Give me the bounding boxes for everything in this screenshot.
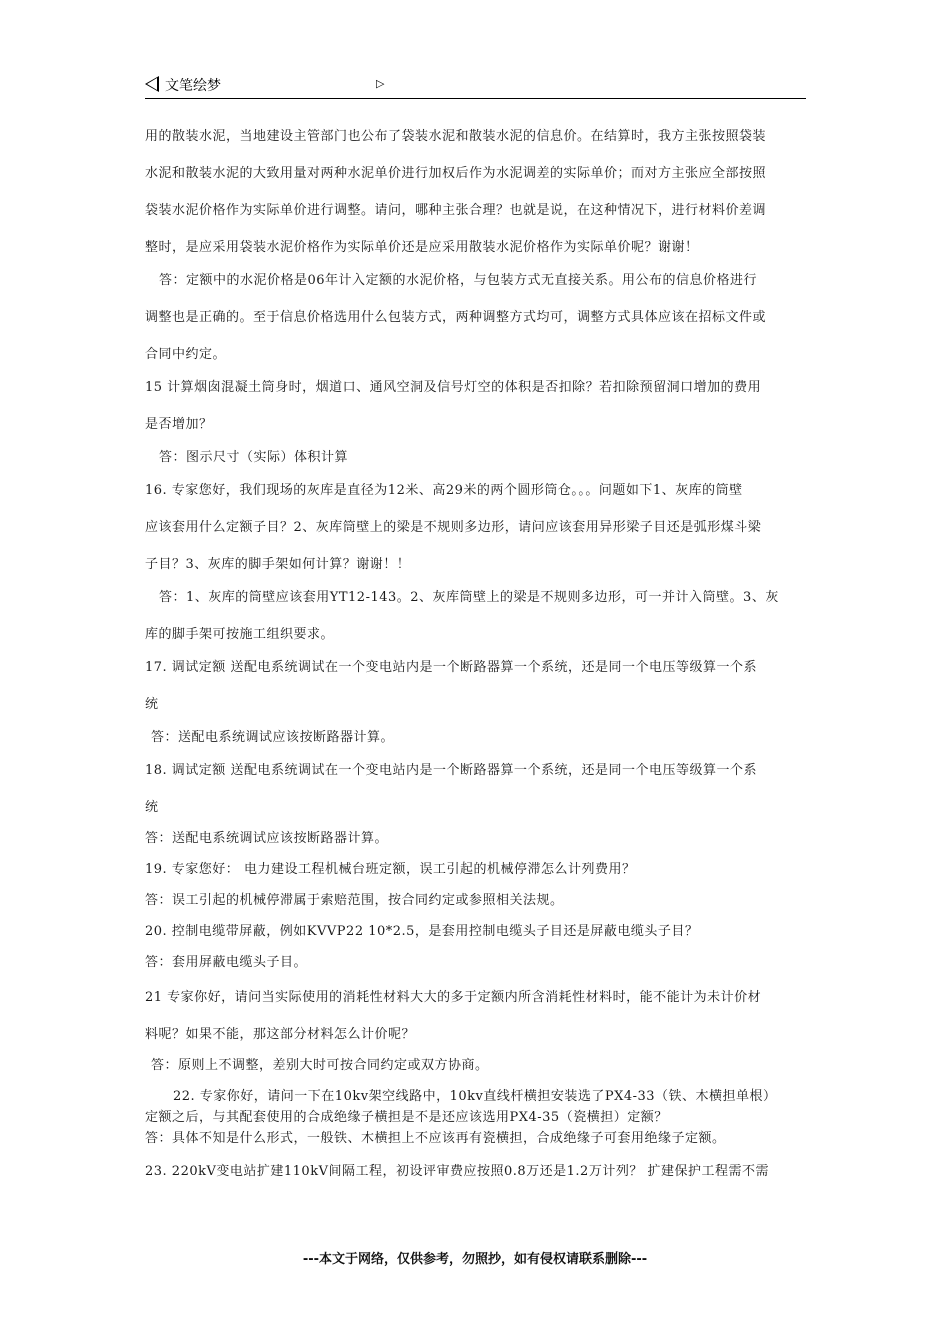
text-line: 库的脚手架可按施工组织要求。 [145,627,335,642]
text-line: 应该套用什么定额子目？2、灰库筒壁上的梁是不规则多边形，请问应该套用异形梁子目还是弧形煤斗梁 [145,520,762,535]
text-line: 水泥和散装水泥的大致用量对两种水泥单价进行加权后作为水泥调差的实际单价；而对方主张应全部按照 [145,166,767,181]
text-line: 答：误工引起的机械停滞属于索赔范围，按合同约定或参照相关法规。 [145,893,564,908]
text-line: 是否增加？ [145,417,213,432]
text-line: 答：图示尺寸（实际）体积计算 [159,450,349,465]
text-line: 17. 调试定额 送配电系统调试在一个变电站内是一个断路器算一个系统，还是同一个电压等级算一个系 [145,660,757,675]
text-line: 料呢？如果不能，那这部分材料怎么计价呢？ [145,1027,416,1042]
text-line: 18. 调试定额 送配电系统调试在一个变电站内是一个断路器算一个系统，还是同一个电压等级算一个系 [145,763,757,778]
text-line: 整时，是应采用袋装水泥价格作为实际单价还是应采用散装水泥价格作为实际单价呢？谢谢！ [145,240,699,255]
text-line: 22. 专家你好，请问一下在10kv架空线路中，10kv直线杆横担安装选了PX4-33（铁、木横担单根） [173,1089,777,1104]
text-line: 定额之后，与其配套使用的合成绝缘子横担是不是还应该选用PX4-35（瓷横担）定额？ [145,1110,668,1125]
text-line: 用的散装水泥，当地建设主管部门也公布了袋装水泥和散装水泥的信息价。在结算时，我方主张按照袋装 [145,129,767,144]
text-line: 统 [145,697,159,712]
text-line: 16. 专家您好，我们现场的灰库是直径为12米、高29米的两个圆形筒仓。。。问题如下1、灰库的筒壁 [145,483,743,498]
text-line: 15 计算烟囱混凝土筒身时，烟道口、通风空洞及信号灯空的体积是否扣除？若扣除预留洞口增加的费用 [145,380,762,395]
text-line: 合同中约定。 [145,347,227,362]
text-line: 调整也是正确的。至于信息价格选用什么包装方式，两种调整方式均可，调整方式具体应该在招标文件或 [145,310,767,325]
text-line: 23. 220kV变电站扩建110kV间隔工程，初设评审费应按照0.8万还是1.2万计列？ 扩建保护工程需不需 [145,1164,769,1179]
text-line: 子目？3、灰库的脚手架如何计算？谢谢！！ [145,557,411,572]
text-line: 答：送配电系统调试应该按断路器计算。 [151,730,395,745]
triangle-left-icon [145,76,159,92]
text-line: 答：定额中的水泥价格是06年计入定额的水泥价格，与包装方式无直接关系。用公布的信息价格进行 [159,273,758,288]
text-line: 答：具体不知是什么形式，一般铁、木横担上不应该再有瓷横担，合成绝缘子可套用绝缘子定额。 [145,1131,726,1146]
triangle-right-icon: ▷ [376,77,385,90]
header-brand: 文笔绘梦 [165,78,221,94]
text-line: 答：原则上不调整，差别大时可按合同约定或双方协商。 [151,1058,489,1073]
page-footer-disclaimer: ---本文于网络，仅供参考，勿照抄，如有侵权请联系删除--- [302,1252,648,1267]
page-header [145,74,806,99]
text-line: 21 专家你好，请问当实际使用的消耗性材料大大的多于定额内所含消耗性材料时，能不能计为未计价材 [145,990,762,1005]
text-line: 答：套用屏蔽电缆头子目。 [145,955,308,970]
text-line: 20. 控制电缆带屏蔽，例如KVVP22 10*2.5，是套用控制电缆头子目还是屏蔽电缆头子目？ [145,924,699,939]
text-line: 统 [145,800,159,815]
text-line: 袋装水泥价格作为实际单价进行调整。请问，哪种主张合理？也就是说，在这种情况下，进行材料价差调 [145,203,767,218]
text-line: 19. 专家您好： 电力建设工程机械台班定额，误工引起的机械停滞怎么计列费用？ [145,862,636,877]
text-line: 答：送配电系统调试应该按断路器计算。 [145,831,389,846]
text-line: 答：1、灰库的筒壁应该套用YT12-143。2、灰库筒壁上的梁是不规则多边形，可一并计入筒壁。3、灰 [159,590,779,605]
